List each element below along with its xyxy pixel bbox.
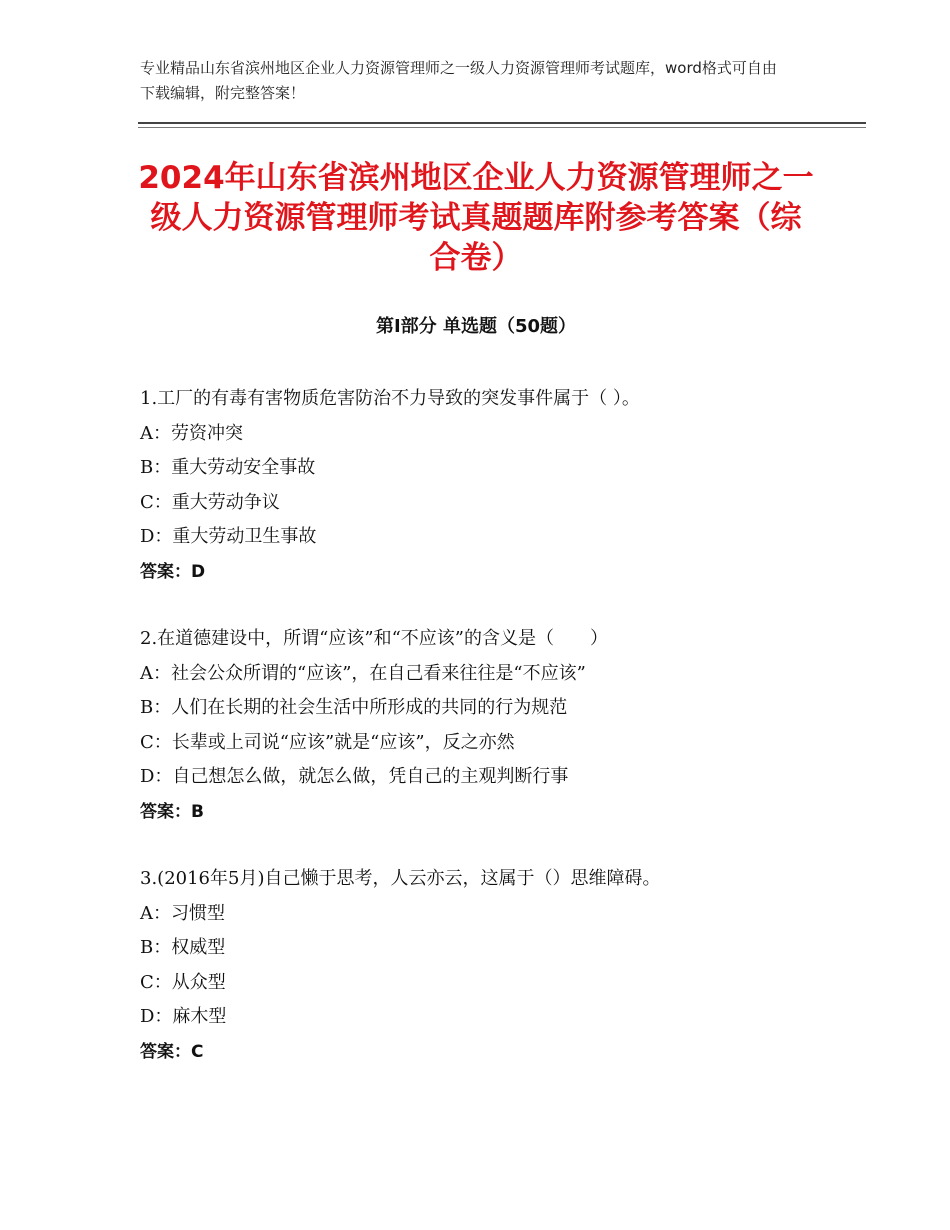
option-a: A：劳资冲突 [140,422,243,444]
option-a: A：社会公众所谓的“应该”，在自己看来往往是“不应该” [140,662,586,684]
question-stem: 2.在道德建设中，所谓“应该”和“不应该”的含义是（ ） [140,628,608,649]
header-divider-thin [138,127,866,128]
option-d: D：重大劳动卫生事故 [140,526,317,547]
section-heading: 第Ⅰ部分 单选题（50题） [375,316,576,337]
option-c: C：长辈或上司说“应该”就是“应该”，反之亦然 [140,731,515,753]
option-b: B：权威型 [140,937,226,958]
question-list [140,382,840,1102]
option-b: B：人们在长期的社会生活中所形成的共同的行为规范 [140,697,568,718]
document-title: 2024年山东省滨州地区企业人力资源管理师之一级人力资源管理师考试真题题库附参考答案（综合卷） [138,160,814,276]
question-3 [140,862,840,1069]
option-c: C：重大劳动争议 [140,491,280,513]
answer-label: 答案：C [140,1041,204,1062]
option-b: B：重大劳动安全事故 [140,457,316,478]
header-divider-thick [138,122,866,124]
question-stem: 1.工厂的有毒有害物质危害防治不力导致的突发事件属于（ ）。 [140,388,640,409]
option-c: C：从众型 [140,971,226,993]
option-d: D：麻木型 [140,1006,227,1027]
header-note: 专业精品山东省滨州地区企业人力资源管理师之一级人力资源管理师考试题库，word格式可自由下载编辑，附完整答案！ [140,59,777,102]
option-a: A：习惯型 [140,902,225,924]
question-1 [140,382,840,589]
answer-label: 答案：D [140,561,206,582]
question-2 [140,622,840,829]
answer-label: 答案：B [140,801,204,822]
question-stem: 3.(2016年5月)自己懒于思考，人云亦云，这属于（）思维障碍。 [140,868,661,889]
option-d: D：自己想怎么做，就怎么做，凭自己的主观判断行事 [140,766,569,787]
